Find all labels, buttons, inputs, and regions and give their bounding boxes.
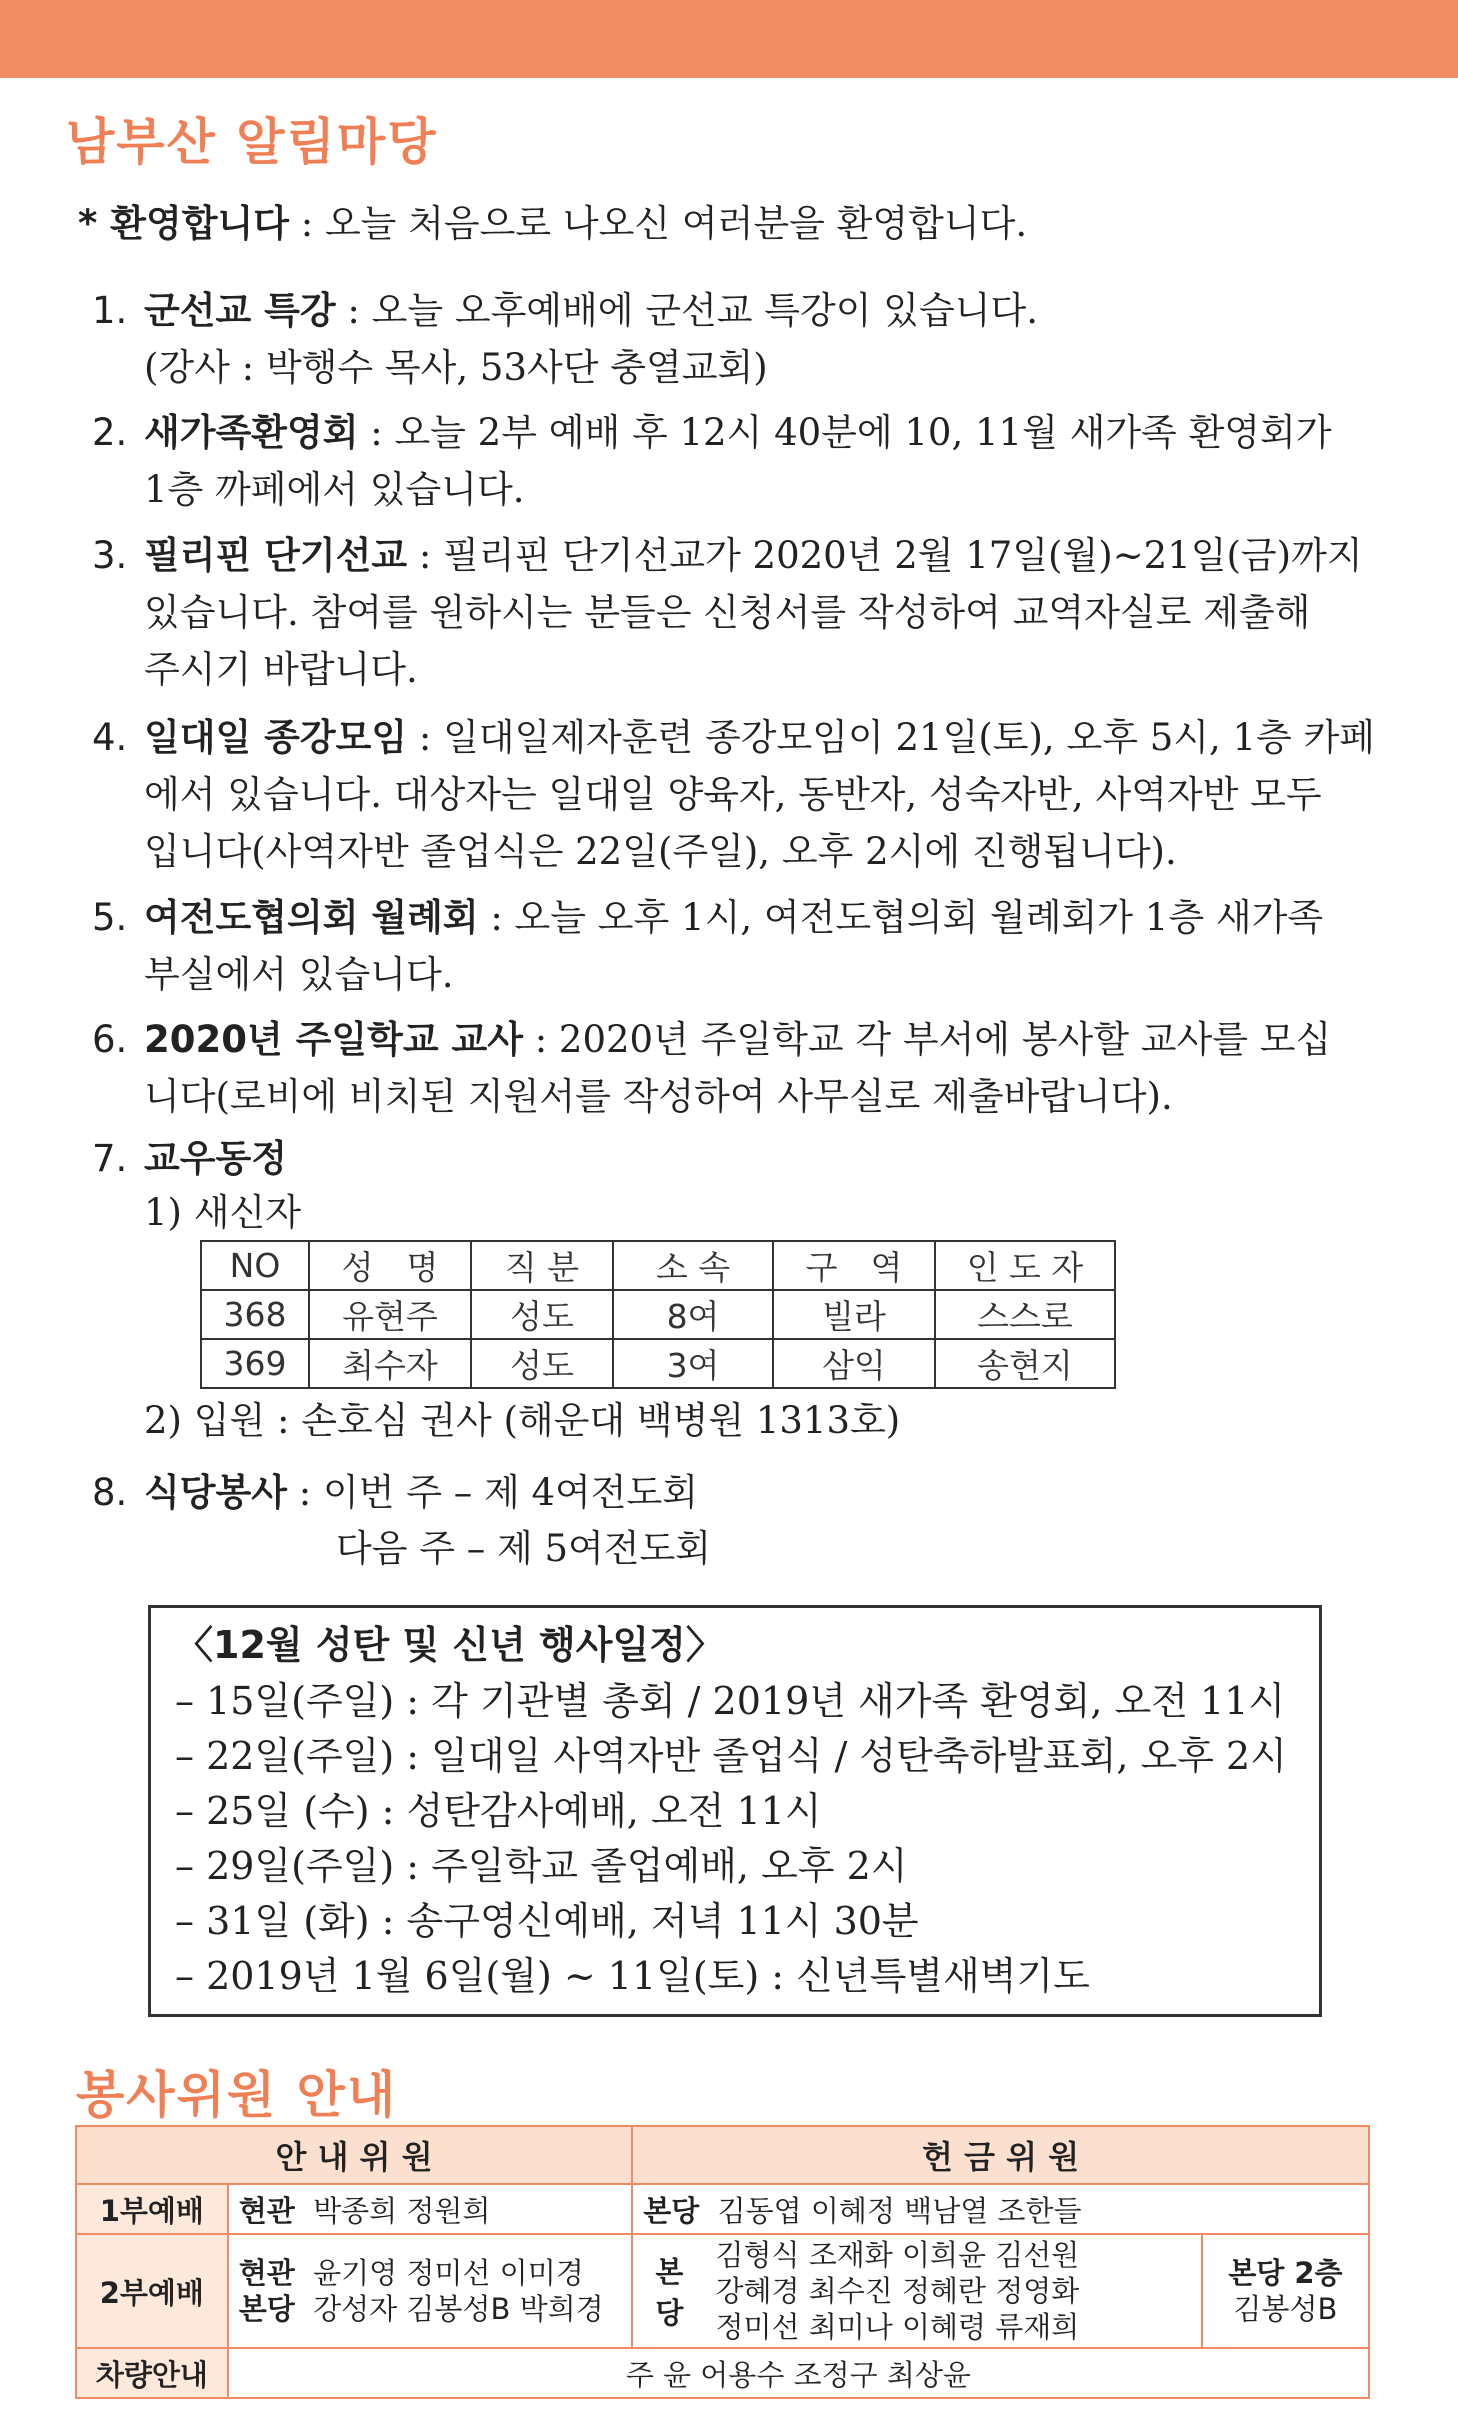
table-cell: 8여 xyxy=(613,1290,773,1339)
event-item: – 2019년 1월 6일(월) ~ 11일(토) : 신년특별새벽기도 xyxy=(175,1954,1090,1998)
table-row xyxy=(201,1339,1115,1388)
new-members-subtitle: 1) 새신자 xyxy=(144,1191,301,1234)
offering-header: 헌 금 위 원 xyxy=(632,2126,1369,2184)
first-service-label: 1부예배 xyxy=(76,2184,228,2234)
second-service-offering xyxy=(705,2234,1201,2348)
second-service-row xyxy=(76,2234,1369,2348)
guide-names: 강성자 김봉성B 박희경 xyxy=(313,2292,604,2326)
second-service-label: 2부예배 xyxy=(76,2234,228,2348)
welcome-prefix: * xyxy=(78,202,111,245)
car-label: 차량안내 xyxy=(76,2348,228,2398)
second-offering-place: 본당 xyxy=(632,2234,705,2348)
page-title: 남부산 알림마당 xyxy=(66,113,438,171)
table-header-row xyxy=(76,2126,1369,2184)
notice-5 xyxy=(92,890,1323,946)
notice-label: 필리핀 단기선교 xyxy=(144,534,408,577)
event-schedule-title: 〈12월 성탄 및 신년 행사일정〉 xyxy=(175,1623,724,1667)
table-cell: 3여 xyxy=(613,1339,773,1388)
notice-2-line-2: 1층 까페에서 있습니다. xyxy=(144,468,525,511)
notice-label: 2020년 주일학교 교사 xyxy=(144,1018,523,1061)
notice-2 xyxy=(92,405,1332,461)
offering-names: 정미선 최미나 이혜령 류재희 xyxy=(715,2310,1080,2344)
table-cell: 유현주 xyxy=(309,1290,471,1339)
notice-4-line-3: 입니다(사역자반 졸업식은 22일(주일), 오후 2시에 진행됩니다). xyxy=(144,830,1177,873)
notice-5-line-2: 부실에서 있습니다. xyxy=(144,953,454,996)
table-cell: 삼익 xyxy=(773,1339,935,1388)
place-label: 본당 xyxy=(643,2193,700,2228)
notice-number: 5. xyxy=(92,896,128,939)
first-service-row xyxy=(76,2184,1369,2234)
table-cell: 스스로 xyxy=(935,1290,1115,1339)
notice-4-line-2: 에서 있습니다. 대상자는 일대일 양육자, 동반자, 성숙자반, 사역자반 모두 xyxy=(144,773,1322,816)
notice-label: 군선교 특강 xyxy=(144,289,336,332)
table-cell: 368 xyxy=(201,1290,309,1339)
notice-number: 3. xyxy=(92,534,128,577)
notice-1 xyxy=(92,283,1038,339)
offering-names: 김형식 조재화 이희윤 김선원 xyxy=(715,2238,1080,2272)
volunteers-table xyxy=(75,2125,1370,2399)
notice-text: : 일대일제자훈련 종강모임이 21일(토), 오후 5시, 1층 카페 xyxy=(407,716,1376,759)
notice-1-line-2: (강사 : 박행수 목사, 53사단 충열교회) xyxy=(144,346,768,389)
offering-names: 강혜경 최수진 정혜란 정영화 xyxy=(715,2274,1080,2308)
table-cell: 최수자 xyxy=(309,1339,471,1388)
event-item: – 29일(주일) : 주일학교 졸업예배, 오후 2시 xyxy=(175,1844,908,1888)
notice-7 xyxy=(92,1131,287,1187)
place-label: 본당 xyxy=(238,2292,295,2326)
welcome-text: : 오늘 처음으로 나오신 여러분을 환영합니다. xyxy=(288,202,1028,245)
table-cell: 송현지 xyxy=(935,1339,1115,1388)
welcome-label: 환영합니다 xyxy=(110,202,289,245)
first-service-guide xyxy=(228,2184,633,2234)
guide-names: 박종희 정원희 xyxy=(313,2193,491,2228)
second-service-guide xyxy=(228,2234,633,2348)
notice-number: 8. xyxy=(92,1471,128,1514)
notice-text: : 오늘 오후 1시, 여전도협의회 월례회가 1층 새가족 xyxy=(478,896,1324,939)
notice-label: 새가족환영회 xyxy=(144,411,359,454)
notice-3-line-3: 주시기 바랍니다. xyxy=(144,648,418,691)
second-service-extra xyxy=(1202,2234,1369,2348)
notice-label: 여전도협의회 월례회 xyxy=(144,896,479,939)
table-header-cell: 직 분 xyxy=(471,1241,613,1290)
notice-label: 일대일 종강모임 xyxy=(144,716,408,759)
table-header-cell: 성 명 xyxy=(309,1241,471,1290)
notice-text: : 오늘 2부 예배 후 12시 40분에 10, 11월 새가족 환영회가 xyxy=(358,411,1332,454)
notice-label: 식당봉사 xyxy=(144,1471,287,1514)
new-members-table xyxy=(200,1240,1116,1389)
table-cell: 성도 xyxy=(471,1290,613,1339)
car-row xyxy=(76,2348,1369,2398)
table-header-cell: 인 도 자 xyxy=(935,1241,1115,1290)
notice-number: 7. xyxy=(92,1137,128,1180)
car-names: 주 윤 어용수 조정구 최상윤 xyxy=(228,2348,1369,2398)
notice-3-line-2: 있습니다. 참여를 원하시는 분들은 신청서를 작성하여 교역자실로 제출해 xyxy=(144,591,1311,634)
welcome-line xyxy=(78,196,1027,252)
offering-names: 김동엽 이혜정 백남열 조한들 xyxy=(717,2193,1082,2228)
place-label: 현관 xyxy=(238,2256,295,2290)
table-row xyxy=(201,1290,1115,1339)
place-label: 현관 xyxy=(238,2193,295,2228)
table-header-row xyxy=(201,1241,1115,1290)
notice-number: 6. xyxy=(92,1018,128,1061)
notice-4 xyxy=(92,710,1375,766)
hospitalized-line: 2) 입원 : 손호심 권사 (해운대 백병원 1313호) xyxy=(144,1399,901,1442)
event-item: – 15일(주일) : 각 기관별 총회 / 2019년 새가족 환영회, 오전 11시 xyxy=(175,1679,1286,1723)
extra-name: 김봉성B xyxy=(1233,2292,1338,2326)
notice-8 xyxy=(92,1465,698,1521)
notice-number: 1. xyxy=(92,289,128,332)
first-service-offering xyxy=(632,2184,1369,2234)
notice-text: : 2020년 주일학교 각 부서에 봉사할 교사를 모십 xyxy=(522,1018,1332,1061)
table-cell: 빌라 xyxy=(773,1290,935,1339)
table-header-cell: 구 역 xyxy=(773,1241,935,1290)
notice-6 xyxy=(92,1012,1331,1068)
top-accent-bar xyxy=(0,0,1458,78)
volunteers-title: 봉사위원 안내 xyxy=(76,2066,398,2124)
notice-number: 4. xyxy=(92,716,128,759)
notice-number: 2. xyxy=(92,411,128,454)
table-cell: 369 xyxy=(201,1339,309,1388)
extra-place: 본당 2층 xyxy=(1228,2256,1343,2290)
notice-6-line-2: 니다(로비에 비치된 지원서를 작성하여 사무실로 제출바랍니다). xyxy=(144,1075,1173,1118)
notice-label: 교우동정 xyxy=(144,1137,287,1180)
table-header-cell: 소 속 xyxy=(613,1241,773,1290)
event-schedule-box xyxy=(148,1605,1322,2017)
notice-text: : 이번 주 – 제 4여전도회 xyxy=(286,1471,698,1514)
event-item: – 31일 (화) : 송구영신예배, 저녁 11시 30분 xyxy=(175,1899,919,1943)
event-item: – 25일 (수) : 성탄감사예배, 오전 11시 xyxy=(175,1789,822,1833)
notice-text: : 오늘 오후예배에 군선교 특강이 있습니다. xyxy=(335,289,1039,332)
table-header-cell: NO xyxy=(201,1241,309,1290)
table-cell: 성도 xyxy=(471,1339,613,1388)
event-item: – 22일(주일) : 일대일 사역자반 졸업식 / 성탄축하발표회, 오후 2시 xyxy=(175,1734,1287,1778)
guide-header: 안 내 위 원 xyxy=(76,2126,632,2184)
notice-text: : 필리핀 단기선교가 2020년 2월 17일(월)~21일(금)까지 xyxy=(407,534,1363,577)
notice-3 xyxy=(92,528,1363,584)
guide-names: 윤기영 정미선 이미경 xyxy=(313,2256,584,2290)
notice-8-line-2: 다음 주 – 제 5여전도회 xyxy=(336,1527,712,1570)
